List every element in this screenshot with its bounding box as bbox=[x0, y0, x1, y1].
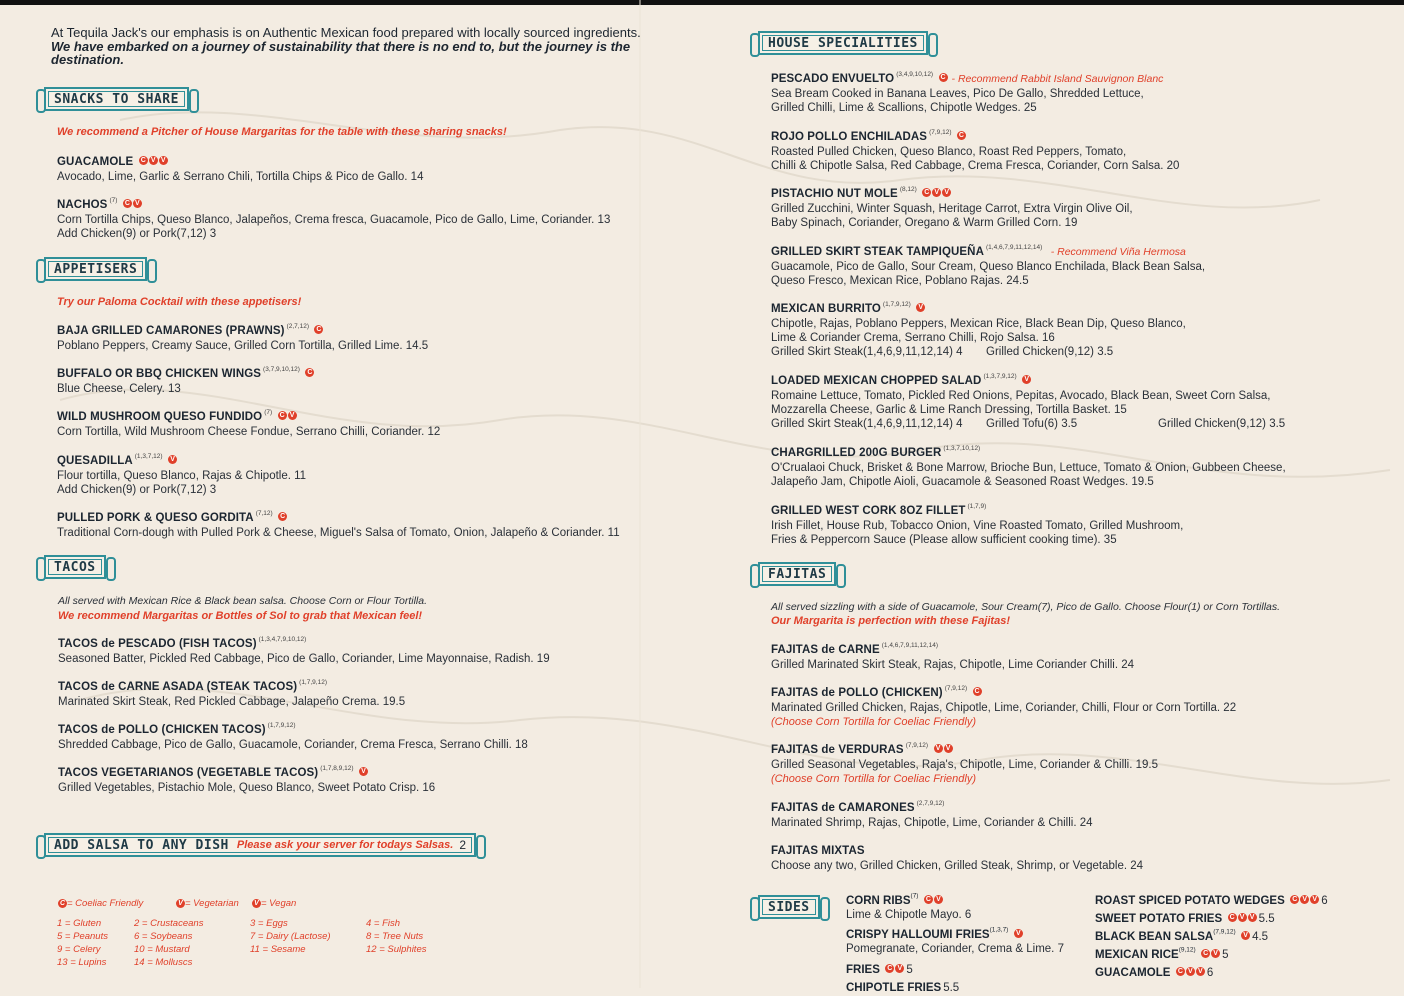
section-badge-fajitas bbox=[750, 561, 844, 587]
side-price: 5 bbox=[906, 964, 913, 976]
section-badge-house bbox=[750, 30, 936, 56]
coeliac-icon: C bbox=[925, 896, 931, 904]
menu-item-fajitas-pollo bbox=[771, 683, 1236, 729]
sides-right-list bbox=[1095, 891, 1328, 981]
item-note: (Choose Corn Tortilla for Coeliac Friendly) bbox=[771, 773, 977, 785]
item-allergens: (7,9,12) bbox=[905, 741, 929, 749]
item-description: Marinated Shrimp, Rajas, Chipotle, Lime, Coriander & Chilli. 24 bbox=[771, 817, 1093, 829]
item-description-2: Mozzarella Cheese, Garlic & Lime Ranch Dressing, Tortilla Basket. 15 bbox=[771, 404, 1127, 416]
vegetarian-icon: V bbox=[1014, 929, 1023, 938]
menu-item-tacos-pollo bbox=[58, 720, 528, 752]
item-allergens: (1,3,7,9,12) bbox=[983, 372, 1017, 380]
legend-item: 12 = Sulphites bbox=[366, 944, 427, 955]
item-allergens: (7) bbox=[109, 196, 118, 204]
vegan-icon: V bbox=[1310, 895, 1319, 904]
vegetarian-icon: V bbox=[932, 188, 941, 197]
item-description: Sea Bream Cooked in Banana Leaves, Pico De Gallo, Shredded Lettuce, bbox=[771, 88, 1144, 100]
item-name: FAJITAS de CAMARONES bbox=[771, 802, 915, 814]
vegetarian-icon: V bbox=[1186, 967, 1195, 976]
legend-item: 9 = Celery bbox=[57, 944, 101, 955]
item-name: FAJITAS MIXTAS bbox=[771, 845, 865, 857]
coeliac-icon: C bbox=[307, 369, 313, 377]
side-price: 5 bbox=[1222, 949, 1229, 961]
item-allergens: (1,7,8,9,12) bbox=[320, 764, 354, 772]
coeliac-icon: C bbox=[316, 326, 322, 334]
menu-item-pescado-envuelto bbox=[771, 69, 1163, 115]
menu-item-fillet bbox=[771, 501, 1183, 547]
item-name: GUACAMOLE bbox=[57, 156, 134, 168]
item-description: Roasted Pulled Chicken, Queso Blanco, Roast Red Peppers, Tomato, bbox=[771, 146, 1127, 158]
item-description: Avocado, Lime, Garlic & Serrano Chili, Tortilla Chips & Pico de Gallo. 14 bbox=[57, 171, 424, 183]
section-title-appetisers: APPETISERS bbox=[44, 257, 147, 281]
snacks-recommendation: We recommend a Pitcher of House Margaritas for the table with these sharing snacks! bbox=[57, 126, 507, 138]
vegan-icon: V bbox=[1248, 913, 1257, 922]
item-name: BAJA GRILLED CAMARONES (PRAWNS) bbox=[57, 325, 285, 337]
item-description: Flour tortilla, Queso Blanco, Rajas & Chipotle. 11 bbox=[57, 470, 307, 482]
legend-vegan: = Vegan bbox=[261, 898, 297, 909]
addon-chicken: Grilled Chicken(9,12) 3.5 bbox=[1158, 418, 1286, 430]
section-badge-salsa bbox=[36, 832, 484, 858]
intro-line-2: We have embarked on a journey of sustainability that there is no end to, but the journey is the destination. bbox=[51, 38, 631, 67]
legend-item: 10 = Mustard bbox=[134, 944, 190, 955]
side-allergens: (1,3,7) bbox=[989, 926, 1009, 934]
legend-item: 11 = Sesame bbox=[250, 944, 306, 955]
item-name: FAJITAS de POLLO (CHICKEN) bbox=[771, 687, 943, 699]
intro-text bbox=[51, 26, 641, 67]
coeliac-icon: C bbox=[940, 74, 946, 82]
item-description-2: Chilli & Chipotle Salsa, Red Cabbage, Crema Fresca, Coriander, Corn Salsa. 20 bbox=[771, 160, 1180, 172]
item-description: Grilled Seasonal Vegetables, Raja's, Chipotle, Lime, Coriander & Chilli. 19.5 bbox=[771, 759, 1159, 771]
item-name: TACOS VEGETARIANOS (VEGETABLE TACOS) bbox=[58, 767, 319, 779]
coeliac-icon: C bbox=[958, 132, 964, 140]
menu-item-guacamole bbox=[57, 152, 423, 184]
menu-item-nachos bbox=[57, 195, 610, 241]
item-description: Choose any two, Grilled Chicken, Grilled Steak, Shrimp, or Vegetable. 24 bbox=[771, 860, 1144, 872]
legend-coeliac: = Coeliac Friendly bbox=[67, 898, 144, 909]
vegan-icon: V bbox=[942, 188, 951, 197]
legend-vegetarian: = Vegetarian bbox=[185, 898, 239, 909]
item-description: Marinated Skirt Steak, Red Pickled Cabbage, Jalapeño Crema. 19.5 bbox=[58, 696, 406, 708]
legend-item: 14 = Molluscs bbox=[134, 957, 193, 968]
section-badge-sides bbox=[750, 894, 828, 920]
item-description: Irish Fillet, House Rub, Tobacco Onion, Vine Roasted Tomato, Grilled Mushroom, bbox=[771, 520, 1184, 532]
menu-item-fajitas-camarones bbox=[771, 798, 1093, 830]
item-description: Romaine Lettuce, Tomato, Pickled Red Onions, Pepitas, Avocado, Black Bean, Sweet Corn Salsa, bbox=[771, 390, 1271, 402]
item-allergens: (7) bbox=[264, 408, 273, 416]
vegetarian-icon: V bbox=[916, 303, 925, 312]
appetisers-recommendation: Try our Paloma Cocktail with these appetisers! bbox=[57, 296, 302, 308]
vegan-icon: V bbox=[252, 899, 261, 908]
vegan-icon: V bbox=[1196, 967, 1205, 976]
section-badge-snacks bbox=[36, 86, 197, 112]
item-name: PESCADO ENVUELTO bbox=[771, 73, 895, 85]
item-name: NACHOS bbox=[57, 199, 108, 211]
menu-item-pistachio-mole bbox=[771, 184, 1133, 230]
item-name: FAJITAS de VERDURAS bbox=[771, 744, 904, 756]
side-name: MEXICAN RICE bbox=[1095, 949, 1179, 961]
vegetarian-icon: V bbox=[359, 767, 368, 776]
item-name: MEXICAN BURRITO bbox=[771, 303, 881, 315]
section-title-tacos: TACOS bbox=[44, 555, 106, 579]
vegetarian-icon: V bbox=[1238, 913, 1247, 922]
item-description: Grilled Zucchini, Winter Squash, Heritage Carrot, Extra Virgin Olive Oil, bbox=[771, 203, 1133, 215]
legend-item: 13 = Lupins bbox=[57, 957, 107, 968]
side-price: 5.5 bbox=[943, 982, 960, 994]
side-allergens: (7,9,12) bbox=[1213, 928, 1236, 936]
salsa-title: ADD SALSA TO ANY DISH bbox=[54, 837, 229, 853]
side-name: BLACK BEAN SALSA bbox=[1095, 931, 1214, 943]
side-name: GUACAMOLE bbox=[1095, 967, 1171, 979]
coeliac-icon: C bbox=[924, 189, 930, 197]
coeliac-icon: C bbox=[280, 513, 286, 521]
item-description: Grilled Vegetables, Pistachio Mole, Queso Blanco, Sweet Potato Crisp. 16 bbox=[58, 782, 436, 794]
menu-item-quesadilla bbox=[57, 451, 306, 497]
menu-item-pulled-pork-gordita bbox=[57, 508, 620, 540]
vegetarian-icon: V bbox=[1300, 895, 1309, 904]
item-allergens: (3,4,9,10,12) bbox=[896, 70, 934, 78]
coeliac-icon: C bbox=[1229, 914, 1235, 922]
menu-item-tacos-pescado bbox=[58, 634, 550, 666]
section-badge-appetisers bbox=[36, 256, 155, 282]
item-description: Corn Tortilla Chips, Queso Blanco, Jalapeños, Crema fresca, Guacamole, Pico de Gallo, Lime, Coriander. 13 bbox=[57, 214, 611, 226]
item-allergens: (1,7,9,12) bbox=[882, 300, 911, 308]
legend-item: 2 = Crustaceans bbox=[134, 918, 204, 929]
vegetarian-icon: V bbox=[288, 411, 297, 420]
vegetarian-icon: V bbox=[1241, 931, 1250, 940]
vegan-icon: V bbox=[944, 744, 953, 753]
vegetarian-icon: V bbox=[133, 199, 142, 208]
section-title-snacks: SNACKS TO SHARE bbox=[44, 87, 189, 111]
coeliac-icon: C bbox=[1292, 896, 1298, 904]
side-name: ROAST SPICED POTATO WEDGES bbox=[1095, 895, 1285, 907]
item-allergens: (1,7,9,12) bbox=[267, 721, 296, 729]
fajitas-recommendation: Our Margarita is perfection with these Fajitas! bbox=[771, 615, 1010, 627]
side-price: 4.5 bbox=[1252, 931, 1269, 943]
menu-item-fajitas-mixtas bbox=[771, 841, 1143, 873]
item-name: LOADED MEXICAN CHOPPED SALAD bbox=[771, 375, 982, 387]
side-price: 6 bbox=[1206, 967, 1214, 979]
intro-line-1: At Tequila Jack's our emphasis is on Authentic Mexican food prepared with locally sourced ingredients. bbox=[51, 25, 641, 40]
item-allergens: (1,4,6,7,9,11,12,14) bbox=[985, 243, 1043, 251]
side-name: CRISPY HALLOUMI FRIES bbox=[846, 929, 990, 941]
item-allergens: (2,7,12) bbox=[286, 322, 309, 330]
wine-recommendation: - Recommend Viña Hermosa bbox=[1050, 246, 1186, 258]
legend-item: 1 = Gluten bbox=[57, 918, 102, 929]
item-allergens: (1,7,9) bbox=[967, 502, 987, 510]
item-name: PISTACHIO NUT MOLE bbox=[771, 188, 898, 200]
menu-item-tacos-vegetarianos bbox=[58, 763, 435, 795]
menu-item-mexican-burrito bbox=[771, 299, 1186, 359]
legend-item: 5 = Peanuts bbox=[57, 931, 108, 942]
vegetarian-icon: V bbox=[176, 899, 185, 908]
side-price: 5.5 bbox=[1258, 913, 1275, 925]
coeliac-icon: C bbox=[279, 412, 285, 420]
vegetarian-icon: V bbox=[1211, 949, 1220, 958]
top-border bbox=[0, 0, 1404, 5]
coeliac-icon: C bbox=[887, 965, 893, 973]
item-description: Shredded Cabbage, Pico de Gallo, Guacamole, Coriander, Crema Fresca, Serrano Chilli. 18 bbox=[58, 739, 528, 751]
side-description: Pomegranate, Coriander, Crema & Lime. 7 bbox=[846, 943, 1064, 955]
item-description-2: Jalapeño Jam, Chipotle Aioli, Guacamole & Seasoned Roast Wedges. 19.5 bbox=[771, 476, 1154, 488]
item-description: Chipotle, Rajas, Poblano Peppers, Mexican Rice, Black Bean Dip, Queso Blanco, bbox=[771, 318, 1186, 330]
allergen-legend bbox=[57, 898, 457, 978]
item-name: PULLED PORK & QUESO GORDITA bbox=[57, 512, 254, 524]
side-name: SWEET POTATO FRIES bbox=[1095, 913, 1223, 925]
coeliac-icon: C bbox=[59, 899, 66, 907]
menu-item-fajitas-carne bbox=[771, 640, 1134, 672]
tacos-recommendation: We recommend Margaritas or Bottles of Sol to grab that Mexican feel! bbox=[58, 610, 423, 622]
vegetarian-icon: V bbox=[1022, 375, 1031, 384]
vegetarian-icon: V bbox=[168, 455, 177, 464]
item-allergens: (1,3,7,10,12) bbox=[943, 444, 981, 452]
section-title-house: HOUSE SPECIALITIES bbox=[758, 31, 928, 55]
addon-chicken: Grilled Chicken(9,12) 3.5 bbox=[986, 346, 1114, 358]
item-allergens: (7,9,12) bbox=[929, 128, 952, 136]
item-description-2: Baby Spinach, Coriander, Oregano & Warm Grilled Corn. 19 bbox=[771, 217, 1078, 229]
item-name: GRILLED WEST CORK 8OZ FILLET bbox=[771, 505, 966, 517]
section-title-fajitas: FAJITAS bbox=[758, 562, 836, 586]
menu-item-burger bbox=[771, 443, 1286, 489]
menu-item-fajitas-verduras bbox=[771, 740, 1158, 786]
menu-item-baja-camarones bbox=[57, 321, 428, 353]
item-name: ROJO POLLO ENCHILADAS bbox=[771, 131, 928, 143]
vegetarian-icon: V bbox=[895, 964, 904, 973]
item-addon: Add Chicken(9) or Pork(7,12) 3 bbox=[57, 484, 217, 496]
item-allergens: (7,9,12) bbox=[944, 684, 968, 692]
item-name: TACOS de POLLO (CHICKEN TACOS) bbox=[58, 724, 266, 736]
item-name: CHARGRILLED 200G BURGER bbox=[771, 447, 942, 459]
addon-steak: Grilled Skirt Steak(1,4,6,9,11,12,14) 4 bbox=[771, 418, 963, 430]
side-name: FRIES bbox=[846, 964, 880, 976]
item-allergens: (1,7,9,12) bbox=[299, 678, 327, 686]
side-allergens: (9,12) bbox=[1178, 946, 1196, 954]
coeliac-icon: C bbox=[140, 157, 146, 165]
item-name: TACOS de PESCADO (FISH TACOS) bbox=[58, 638, 257, 650]
legend-item: 6 = Soybeans bbox=[134, 931, 193, 942]
vegetarian-icon: V bbox=[934, 895, 943, 904]
salsa-price: 2 bbox=[459, 838, 467, 852]
menu-item-chicken-wings bbox=[57, 364, 314, 396]
item-allergens: (7,12) bbox=[255, 509, 273, 517]
item-allergens: (1,3,4,7,9,10,12) bbox=[258, 635, 307, 643]
coeliac-icon: C bbox=[124, 200, 130, 208]
item-description: Seasoned Batter, Pickled Red Cabbage, Pico de Gallo, Coriander, Lime Mayonnaise, Radish. 19 bbox=[58, 653, 550, 665]
item-note: (Choose Corn Tortilla for Coeliac Friendly) bbox=[771, 716, 977, 728]
item-description: Poblano Peppers, Creamy Sauce, Grilled Corn Tortilla, Grilled Lime. 14.5 bbox=[57, 340, 429, 352]
coeliac-icon: C bbox=[974, 688, 980, 696]
side-price: 6 bbox=[1321, 895, 1328, 907]
item-name: WILD MUSHROOM QUESO FUNDIDO bbox=[57, 411, 263, 423]
item-name: TACOS de CARNE ASADA (STEAK TACOS) bbox=[58, 681, 298, 693]
section-badge-tacos bbox=[36, 554, 114, 580]
item-name: FAJITAS de CARNE bbox=[771, 644, 880, 656]
vegetarian-icon: V bbox=[934, 744, 943, 753]
menu-item-chopped-salad bbox=[771, 371, 1286, 431]
item-allergens: (8,12) bbox=[899, 185, 917, 193]
tacos-note: All served with Mexican Rice & Black bean salsa. Choose Corn or Flour Tortilla. bbox=[58, 595, 428, 607]
section-title-sides: SIDES bbox=[758, 895, 820, 919]
item-description-2: Grilled Chilli, Lime & Scallions, Chipotle Wedges. 25 bbox=[771, 102, 1037, 114]
legend-item: 3 = Eggs bbox=[250, 918, 288, 929]
item-allergens: (3,7,9,10,12) bbox=[263, 365, 300, 373]
menu-item-skirt-steak bbox=[771, 242, 1205, 288]
item-description: O'Crualaoi Chuck, Brisket & Bone Marrow, Brioche Bun, Lettuce, Tomato & Onion, Gubbeen Cheese, bbox=[771, 462, 1286, 474]
sides-left-list bbox=[846, 891, 1064, 996]
item-name: BUFFALO OR BBQ CHICKEN WINGS bbox=[57, 368, 262, 380]
item-allergens: (1,3,7,12) bbox=[134, 452, 163, 460]
salsa-note: Please ask your server for todays Salsas. bbox=[236, 839, 454, 851]
item-description: Marinated Grilled Chicken, Rajas, Chipotle, Lime, Coriander, Chilli, Flour or Corn Tortilla. 22 bbox=[771, 702, 1237, 714]
menu-item-tacos-carne-asada bbox=[58, 677, 405, 709]
addon-tofu: Grilled Tofu(6) 3.5 bbox=[986, 418, 1078, 430]
vegetarian-icon: V bbox=[149, 156, 158, 165]
side-allergens: (7) bbox=[910, 892, 919, 900]
coeliac-icon: C bbox=[1177, 968, 1183, 976]
item-addon: Add Chicken(9) or Pork(7,12) 3 bbox=[57, 228, 217, 240]
item-name: QUESADILLA bbox=[57, 455, 133, 467]
vegan-icon: V bbox=[159, 156, 168, 165]
side-name: CHIPOTLE FRIES bbox=[846, 982, 942, 994]
item-name: GRILLED SKIRT STEAK TAMPIQUEÑA bbox=[771, 246, 984, 258]
item-description: Corn Tortilla, Wild Mushroom Cheese Fondue, Serrano Chilli, Coriander. 12 bbox=[57, 426, 441, 438]
fajitas-note: All served sizzling with a side of Guacamole, Sour Cream(7), Pico de Gallo. Choose Flour(1) or Corn Tortillas. bbox=[771, 601, 1281, 613]
item-description: Blue Cheese, Celery. 13 bbox=[57, 383, 181, 395]
coeliac-icon: C bbox=[1203, 950, 1209, 958]
item-description-2: Queso Fresco, Mexican Rice, Poblano Rajas. 24.5 bbox=[771, 275, 1029, 287]
menu-item-rojo-pollo bbox=[771, 127, 1179, 173]
item-description-2: Fries & Peppercorn Sauce (Please allow sufficient cooking time). 35 bbox=[771, 534, 1117, 546]
legend-item: 7 = Dairy (Lactose) bbox=[250, 931, 331, 942]
legend-item: 4 = Fish bbox=[366, 918, 401, 929]
item-allergens: (2,7,9,12) bbox=[916, 799, 945, 807]
item-description-2: Lime & Coriander Crema, Serrano Chilli, Rojo Salsa. 16 bbox=[771, 332, 1055, 344]
item-description: Traditional Corn-dough with Pulled Pork & Cheese, Miguel's Salsa of Tomato, Onion, Jalapeño & Coriander. 11 bbox=[57, 527, 620, 539]
side-name: CORN RIBS bbox=[846, 895, 911, 907]
wine-recommendation: - Recommend Rabbit Island Sauvignon Blanc bbox=[951, 73, 1164, 85]
addon-steak: Grilled Skirt Steak(1,4,6,9,11,12,14) 4 bbox=[771, 346, 963, 358]
side-description: Lime & Chipotle Mayo. 6 bbox=[846, 909, 972, 921]
item-description: Guacamole, Pico de Gallo, Sour Cream, Queso Blanco Enchilada, Black Bean Salsa, bbox=[771, 261, 1206, 273]
section-title-salsa bbox=[44, 833, 476, 857]
menu-item-queso-fundido bbox=[57, 407, 440, 439]
item-allergens: (1,4,6,7,9,11,12,14) bbox=[881, 641, 938, 649]
legend-item: 8 = Tree Nuts bbox=[366, 931, 424, 942]
item-description: Grilled Marinated Skirt Steak, Rajas, Chipotle, Lime Coriander Chilli. 24 bbox=[771, 659, 1135, 671]
